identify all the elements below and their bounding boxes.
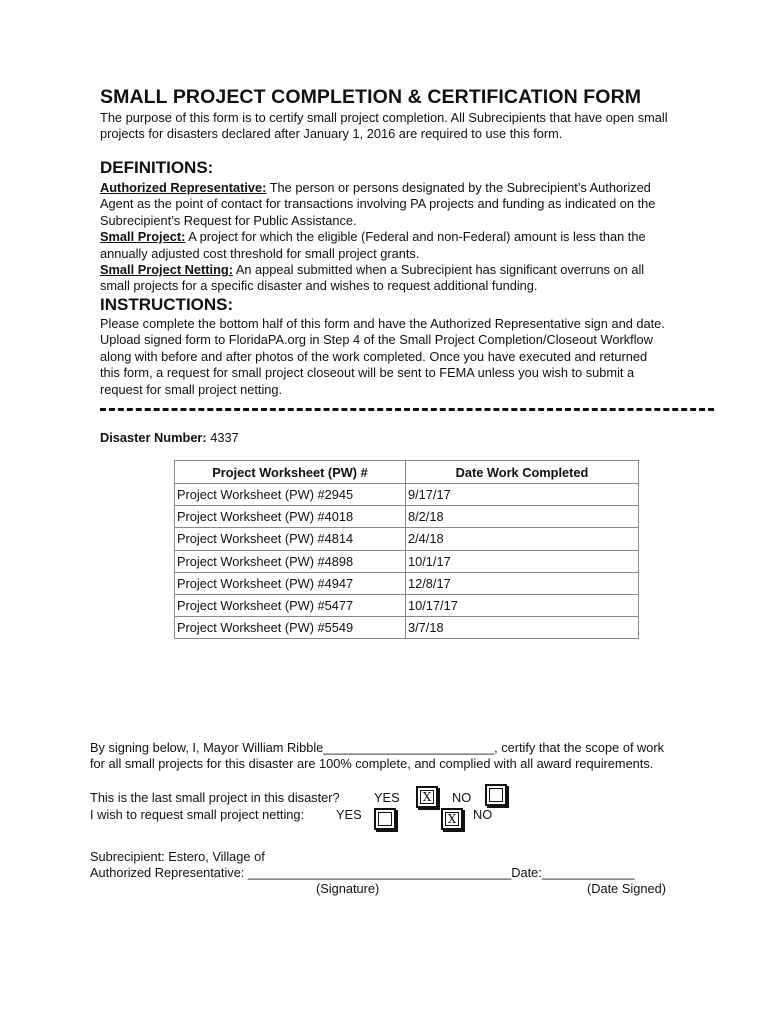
disaster-value: 4337 xyxy=(210,430,239,445)
date-cell: 10/1/17 xyxy=(406,550,639,572)
instructions-heading: INSTRUCTIONS: xyxy=(100,295,234,314)
last-project-no-checkbox[interactable] xyxy=(485,784,507,806)
subrecipient-line: Subrecipient: Estero, Village of xyxy=(90,849,265,864)
date-signed-caption: (Date Signed) xyxy=(587,881,666,896)
last-project-question: This is the last small project in this disaster? xyxy=(90,790,340,805)
pw-cell: Project Worksheet (PW) #4947 xyxy=(175,572,406,594)
checkbox-mark: X xyxy=(420,790,434,804)
definition-text: An appeal submitted when a Subrecipient has significant overruns on all small projects for a specific disaster and wishes to request additional funding. xyxy=(100,262,645,294)
pw-cell: Project Worksheet (PW) #4018 xyxy=(175,506,406,528)
signature-caption: (Signature) xyxy=(316,881,380,896)
date-cell: 10/17/17 xyxy=(406,594,639,616)
date-cell: 2/4/18 xyxy=(406,528,639,550)
definitions-heading: DEFINITIONS: xyxy=(100,158,214,177)
column-header-date: Date Work Completed xyxy=(406,461,639,484)
column-header-pw: Project Worksheet (PW) # xyxy=(175,461,406,484)
checkbox-mark: X xyxy=(445,812,459,826)
date-cell: 9/17/17 xyxy=(406,484,639,506)
certification-statement: By signing below, I, Mayor William Ribble________________________, certify that the scope of work for all small projects for this disaster are 100% complete, and complied with all award requirements. xyxy=(90,740,665,772)
authorized-representative-line[interactable]: Authorized Representative: _____________________________________Date:_____________ xyxy=(90,865,635,880)
definition-item xyxy=(100,180,670,229)
netting-question: I wish to request small project netting: xyxy=(90,807,305,822)
disaster-number xyxy=(100,430,239,445)
definition-text: The person or persons designated by the Subrecipient’s Authorized Agent as the point of contact for transactions involving PA projects and funding as indicated on the Subrecipient’s Request for Public Assistance. xyxy=(100,180,656,228)
table-row xyxy=(175,528,639,550)
pw-cell: Project Worksheet (PW) #4814 xyxy=(175,528,406,550)
definition-item xyxy=(100,262,670,295)
table-row xyxy=(175,617,639,639)
definition-item xyxy=(100,229,670,262)
instructions-paragraph: Please complete the bottom half of this form and have the Authorized Representative sign and date. Upload signed form to FloridaPA.org in Step 4 of the Small Project Completion/Closeout Workflow along with before and after photos of the work completed. Once you have executed and returned this form, a request for small project closeout will be sent to FEMA unless you wish to submit a request for small project netting. xyxy=(100,316,665,397)
netting-yes-label: YES xyxy=(336,807,362,822)
netting-yes-checkbox[interactable] xyxy=(374,808,396,830)
last-project-yes-checkbox[interactable] xyxy=(416,786,438,808)
pw-cell: Project Worksheet (PW) #5549 xyxy=(175,617,406,639)
form-title: SMALL PROJECT COMPLETION & CERTIFICATION FORM xyxy=(100,86,642,108)
pw-cell: Project Worksheet (PW) #5477 xyxy=(175,594,406,616)
last-project-no-label: NO xyxy=(452,790,472,805)
pw-cell: Project Worksheet (PW) #2945 xyxy=(175,484,406,506)
intro-paragraph: The purpose of this form is to certify small project completion. All Subrecipients that have open small projects for disasters declared after January 1, 2016 are required to use this form. xyxy=(100,110,668,142)
definitions-list xyxy=(100,180,670,295)
netting-no-checkbox[interactable] xyxy=(441,808,463,830)
definition-text: A project for which the eligible (Federal and non-Federal) amount is less than the annually adjusted cost threshold for small project grants. xyxy=(100,229,646,261)
project-worksheet-table xyxy=(174,460,639,639)
table-row xyxy=(175,550,639,572)
date-cell: 8/2/18 xyxy=(406,506,639,528)
table-row xyxy=(175,594,639,616)
definition-term: Authorized Representative: xyxy=(100,180,267,195)
netting-no-label: NO xyxy=(473,807,493,822)
pw-cell: Project Worksheet (PW) #4898 xyxy=(175,550,406,572)
checkbox-mark xyxy=(378,812,392,826)
date-cell: 12/8/17 xyxy=(406,572,639,594)
date-cell: 3/7/18 xyxy=(406,617,639,639)
cut-line-divider xyxy=(100,408,714,411)
disaster-label: Disaster Number: xyxy=(100,430,207,445)
last-project-yes-label: YES xyxy=(374,790,400,805)
table-row xyxy=(175,484,639,506)
table-header-row xyxy=(175,461,639,484)
table-row xyxy=(175,572,639,594)
definition-term: Small Project Netting: xyxy=(100,262,233,278)
checkbox-mark xyxy=(489,788,503,802)
table-row xyxy=(175,506,639,528)
definition-term: Small Project: xyxy=(100,229,186,245)
